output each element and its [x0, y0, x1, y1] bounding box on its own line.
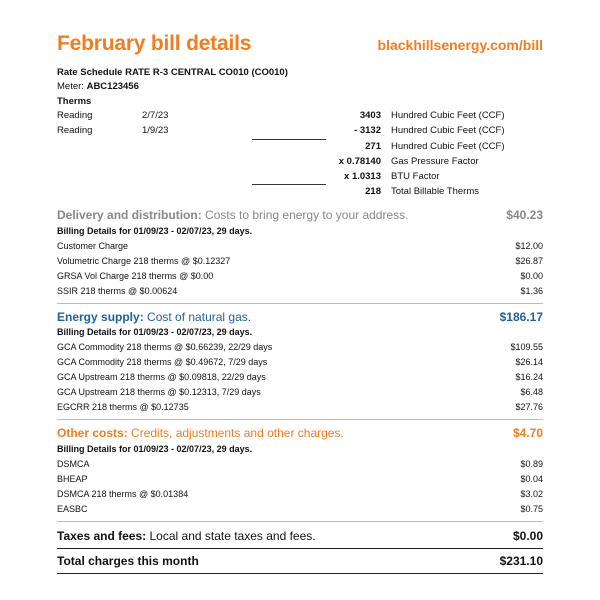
line-amount: $0.04 [520, 474, 543, 484]
supply-line-item [57, 402, 543, 412]
total-divider [57, 548, 543, 549]
line-desc: DSMCA [57, 459, 90, 469]
delivery-amount: $40.23 [506, 208, 543, 222]
supply-line-item [57, 372, 543, 382]
page-title: February bill details [57, 32, 252, 55]
therm-desc: BTU Factor [391, 171, 440, 182]
therm-value: - 3132 [354, 125, 381, 136]
delivery-line-item [57, 256, 543, 266]
supply-line-item [57, 387, 543, 397]
therms-heading: Therms [57, 96, 92, 107]
total-bottom-rule [57, 573, 543, 574]
line-amount: $1.36 [520, 286, 543, 296]
other-subtitle: Credits, adjustments and other charges. [131, 426, 344, 440]
line-amount: $0.00 [520, 271, 543, 281]
therm-value: 218 [365, 186, 381, 197]
line-amount: $0.75 [520, 504, 543, 514]
line-desc: GCA Upstream 218 therms @ $0.09818, 22/29 days [57, 372, 266, 382]
supply-title: Energy supply: [57, 310, 144, 324]
delivery-title: Delivery and distribution: [57, 208, 202, 222]
therm-desc: Hundred Cubic Feet (CCF) [391, 110, 505, 121]
therm-date: 2/7/23 [142, 110, 169, 121]
line-desc: BHEAP [57, 474, 88, 484]
meter-label: Meter: [57, 81, 84, 92]
section-divider [57, 419, 543, 420]
taxes-section-header [57, 529, 543, 543]
therm-desc: Hundred Cubic Feet (CCF) [391, 125, 505, 136]
other-line-item [57, 504, 543, 514]
supply-line-item [57, 342, 543, 352]
meter-value: ABC123456 [86, 81, 139, 92]
therm-value: x 1.0313 [344, 171, 381, 182]
therm-value: 3403 [359, 110, 381, 121]
line-amount: $26.87 [515, 256, 543, 266]
therm-desc: Total Billable Therms [391, 186, 480, 197]
therm-desc: Gas Pressure Factor [391, 156, 479, 167]
supply-subtitle: Cost of natural gas. [147, 310, 252, 324]
therm-row [57, 141, 543, 156]
total-amount: $231.10 [499, 554, 543, 568]
supply-billing-details: Billing Details for 01/09/23 - 02/07/23, 29 days. [57, 327, 253, 337]
therm-value: x 0.78140 [338, 156, 381, 167]
delivery-line-item [57, 286, 543, 296]
taxes-amount: $0.00 [512, 529, 543, 543]
therm-row [57, 110, 543, 125]
line-desc: EGCRR 218 therms @ $0.12735 [57, 402, 189, 412]
meter-info [57, 81, 139, 92]
therm-row [57, 156, 543, 171]
other-line-item [57, 474, 543, 484]
taxes-subtitle: Local and state taxes and fees. [149, 529, 316, 543]
line-desc: Customer Charge [57, 241, 129, 251]
line-desc: SSIR 218 therms @ $0.00624 [57, 286, 178, 296]
total-row [57, 554, 543, 568]
line-desc: Volumetric Charge 218 therms @ $0.12327 [57, 256, 231, 266]
taxes-title: Taxes and fees: [57, 529, 147, 543]
total-label: Total charges this month [57, 554, 199, 568]
other-line-item [57, 459, 543, 469]
delivery-line-item [57, 271, 543, 281]
line-desc: GCA Commodity 218 therms @ $0.66239, 22/29 days [57, 342, 273, 352]
line-amount: $0.89 [520, 459, 543, 469]
sum-rule [252, 184, 326, 185]
therm-value: 271 [365, 141, 381, 152]
delivery-subtitle: Costs to bring energy to your address. [205, 208, 409, 222]
delivery-line-item [57, 241, 543, 251]
line-amount: $16.24 [515, 372, 543, 382]
therm-row [57, 186, 543, 201]
section-divider [57, 521, 543, 522]
supply-section-header [57, 310, 543, 324]
line-amount: $6.48 [520, 387, 543, 397]
line-amount: $12.00 [515, 241, 543, 251]
therm-label: Reading [57, 110, 93, 121]
line-desc: DSMCA 218 therms @ $0.01384 [57, 489, 189, 499]
section-divider [57, 303, 543, 304]
line-desc: GRSA Vol Charge 218 therms @ $0.00 [57, 271, 214, 281]
supply-line-item [57, 357, 543, 367]
line-amount: $26.14 [515, 357, 543, 367]
line-amount: $27.76 [515, 402, 543, 412]
other-title: Other costs: [57, 426, 128, 440]
rate-schedule: Rate Schedule RATE R-3 CENTRAL CO010 (CO010) [57, 67, 288, 78]
line-amount: $3.02 [520, 489, 543, 499]
other-billing-details: Billing Details for 01/09/23 - 02/07/23, 29 days. [57, 444, 253, 454]
other-amount: $4.70 [512, 426, 543, 440]
other-section-header [57, 426, 543, 440]
therm-label: Reading [57, 125, 93, 136]
therm-date: 1/9/23 [142, 125, 169, 136]
therm-desc: Hundred Cubic Feet (CCF) [391, 141, 505, 152]
line-desc: EASBC [57, 504, 88, 514]
delivery-billing-details: Billing Details for 01/09/23 - 02/07/23, 29 days. [57, 226, 253, 236]
supply-amount: $186.17 [499, 310, 543, 324]
website-link[interactable]: blackhillsenergy.com/bill [377, 37, 543, 53]
line-desc: GCA Commodity 218 therms @ $0.49672, 7/29 days [57, 357, 268, 367]
line-amount: $109.55 [510, 342, 543, 352]
sum-rule [252, 139, 326, 140]
delivery-section-header [57, 208, 543, 222]
line-desc: GCA Upstream 218 therms @ $0.12313, 7/29 days [57, 387, 261, 397]
other-line-item [57, 489, 543, 499]
therm-row [57, 125, 543, 140]
